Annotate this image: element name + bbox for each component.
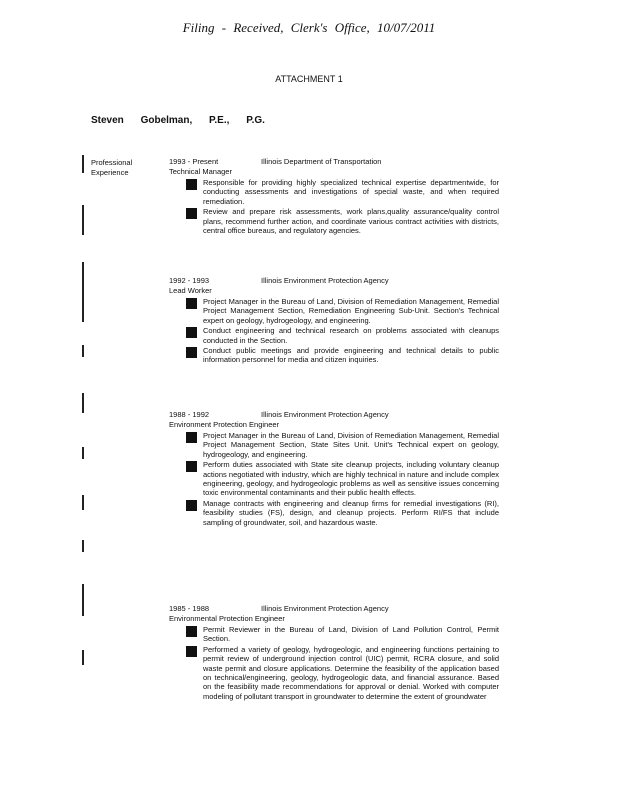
bullet-item	[186, 346, 499, 365]
bullet-item	[186, 645, 499, 701]
margin-bar	[82, 393, 84, 413]
bullet-item	[186, 297, 499, 325]
job-entry	[169, 157, 499, 235]
bullet-item	[186, 625, 499, 644]
bullet-square-icon	[186, 298, 197, 309]
bullet-item	[186, 326, 499, 345]
margin-bar	[82, 540, 84, 552]
bullet-text: Responsible for providing highly specialized technical expertise departmentwide, for conducting assessments and investigations of special waste, and when required remediation.	[203, 178, 499, 206]
bullet-text: Manage contracts with engineering and cleanup firms for remedial investigations (RI), feasibility studies (FS), design, and cleanup projects. Perform RI/FS that include sampling of groundwater, soil, and hazardous waste.	[203, 498, 499, 527]
bullet-item	[186, 431, 499, 459]
section-label-professional-experience: Professional Experience	[91, 158, 133, 177]
bullet-square-icon	[186, 327, 197, 338]
margin-bar	[82, 345, 84, 357]
bullet-square-icon	[186, 208, 197, 219]
bullet-text: Project Manager in the Bureau of Land, Division of Remediation Management, Remedial Project Management Section, State Sites Unit. Unit's Technical expert on geology, hydrogeology, and engineering.	[203, 431, 499, 459]
bullet-square-icon	[186, 626, 197, 637]
margin-bar	[82, 584, 84, 616]
bullet-item	[186, 499, 499, 527]
bullet-text: Review and prepare risk assessments, work plans,quality assurance/quality control plans, recommend further action, and coordinate various contract activities with districts, central office bureaus, and regulatory agencies.	[203, 207, 499, 236]
job-dates: 1985 - 1988	[169, 604, 210, 613]
bullet-text: Conduct public meetings and provide engineering and technical details to public information personnel for media and citizen inquiries.	[203, 346, 499, 365]
bullet-square-icon	[186, 179, 197, 190]
margin-bar	[82, 650, 84, 665]
job-organization: Illinois Environment Protection Agency	[261, 604, 389, 613]
job-organization: Illinois Environment Protection Agency	[261, 410, 389, 419]
bullet-item	[186, 178, 499, 206]
job-dates: 1988 - 1992	[169, 410, 210, 419]
bullet-square-icon	[186, 347, 197, 358]
bullet-square-icon	[186, 432, 197, 443]
job-title: Environmental Protection Engineer	[169, 614, 285, 623]
job-entry	[169, 276, 499, 365]
margin-bar	[82, 495, 84, 510]
margin-bar	[82, 262, 84, 322]
bullet-item	[186, 207, 499, 235]
bullet-square-icon	[186, 461, 197, 472]
job-title: Technical Manager	[169, 167, 232, 176]
person-name: Steven Gobelman, P.E., P.G.	[91, 115, 265, 126]
job-organization: Illinois Environment Protection Agency	[261, 276, 389, 285]
bullet-text: Conduct engineering and technical research on problems associated with cleanups conducted in the Section.	[203, 326, 499, 345]
bullet-item	[186, 460, 499, 498]
margin-bar	[82, 155, 84, 173]
margin-bar	[82, 447, 84, 459]
job-dates: 1992 - 1993	[169, 276, 210, 285]
bullet-text: Permit Reviewer in the Bureau of Land, Division of Land Pollution Control, Permit Section.	[203, 625, 499, 644]
filing-header: Filing - Received, Clerk's Office, 10/07/2011	[182, 20, 436, 35]
bullet-square-icon	[186, 646, 197, 657]
attachment-title: ATTACHMENT 1	[275, 74, 343, 84]
bullet-text: Performed a variety of geology, hydrogeologic, and engineering functions pertaining to permit review of underground injection control (UIC) permit, RCRA closure, and solid waste permit and closure applications. Determine the feasibility of the application based on technical/engineering, geology, hydrogeologic data, and financial assurance. Based on the feasibility made recommendations for approval or denial. Worked with computer modeling of pollutant transport in groundwater to determine the extent of groundwater	[203, 644, 499, 701]
bullet-square-icon	[186, 500, 197, 511]
margin-bar	[82, 205, 84, 235]
job-title: Lead Worker	[169, 286, 212, 295]
job-entry	[169, 410, 499, 527]
job-dates: 1993 - Present	[169, 157, 219, 166]
job-organization: Illinois Department of Transportation	[261, 157, 382, 166]
job-title: Environment Protection Engineer	[169, 420, 280, 429]
bullet-text: Perform duties associated with State site cleanup projects, including voluntary cleanup actions negotiated with industry, which are highly technical in nature and include complex engineering, geology, and hydrogeologic problems as well as sensitive issues concerning toxic environmental contaminants and their public health effects.	[203, 460, 499, 498]
job-entry	[169, 604, 499, 701]
bullet-text: Project Manager in the Bureau of Land, Division of Remediation Management, Remedial Project Management Section, Remediation Engineering Sub-Unit. Section's Technical expert on geology, hydrogeology, and engineering.	[203, 297, 499, 325]
